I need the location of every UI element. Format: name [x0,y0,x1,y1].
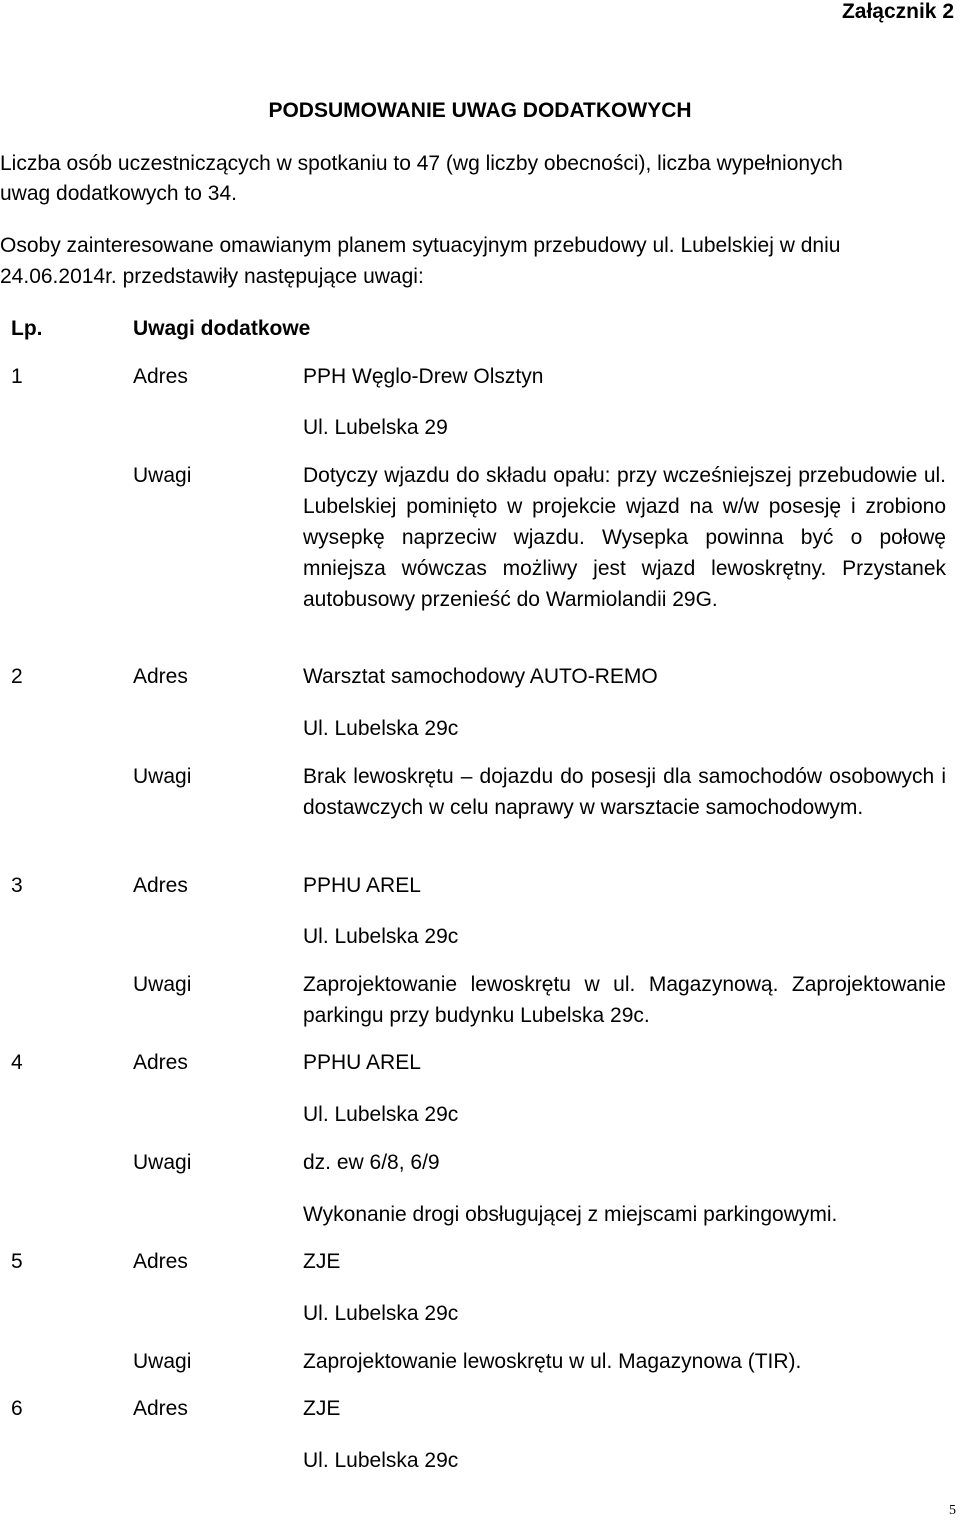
entry-street: Ul. Lubelska 29c [303,925,459,948]
adres-label: Adres [133,665,188,688]
entry-street: Ul. Lubelska 29c [303,1103,459,1126]
column-header-lp: Lp. [11,317,43,340]
entry-street: Ul. Lubelska 29 [303,416,448,439]
intro-line-2: uwag dodatkowych to 34. [0,182,237,205]
document-title: PODSUMOWANIE UWAG DODATKOWYCH [268,99,692,122]
entry-name: PPH Węglo-Drew Olsztyn [303,365,544,388]
entry-name: Warsztat samochodowy AUTO-REMO [303,665,658,688]
intro-line-1: Liczba osób uczestniczących w spotkaniu to 47 (wg liczby obecności), liczba wypełnionych [0,152,843,175]
entry-name: PPHU AREL [303,874,421,897]
entry-remark: dz. ew 6/8, 6/9 [303,1151,440,1174]
intro-line-3: Osoby zainteresowane omawianym planem sytuacyjnym przebudowy ul. Lubelskiej w dniu [0,234,841,257]
entry-remark: Dotyczy wjazdu do składu opału: przy wcześniejszej przebudowie ul. Lubelskiej pominięto w projekcie wjazd na w/w posesję i zrobiono wysepkę naprzeciw wjazdu. Wysepka powinna być o połowę mniejsza wówczas możliwy jest wjazd lewoskrętny. Przystanek autobusowy przenieść do Warmiolandii 29G. [303,464,946,611]
entry-number: 1 [11,365,23,388]
entry-number: 6 [11,1397,23,1420]
entry-name: PPHU AREL [303,1051,421,1074]
uwagi-label: Uwagi [133,1151,192,1174]
entry-street: Ul. Lubelska 29c [303,1449,459,1472]
uwagi-label: Uwagi [133,973,192,996]
entry-remark: Brak lewoskrętu – dojazdu do posesji dla samochodów osobowych i dostawczych w celu naprawy w warsztacie samochodowym. [303,765,946,819]
entry-name: ZJE [303,1397,341,1420]
entry-street: Ul. Lubelska 29c [303,717,459,740]
entry-street: Ul. Lubelska 29c [303,1302,459,1325]
adres-label: Adres [133,1051,188,1074]
adres-label: Adres [133,874,188,897]
entry-name: ZJE [303,1250,341,1273]
adres-label: Adres [133,1397,188,1420]
entry-remark: Zaprojektowanie lewoskrętu w ul. Magazynowa (TIR). [303,1350,802,1373]
entry-number: 4 [11,1051,23,1074]
uwagi-label: Uwagi [133,464,192,487]
page-number: 5 [949,1503,956,1518]
column-header-uwagi: Uwagi dodatkowe [133,317,311,340]
adres-label: Adres [133,365,188,388]
entry-remark-continued: Wykonanie drogi obsługującej z miejscami parkingowymi. [303,1203,838,1226]
uwagi-label: Uwagi [133,765,192,788]
attachment-label: Załącznik 2 [841,0,954,23]
entry-number: 3 [11,874,23,897]
intro-line-4: 24.06.2014r. przedstawiły następujące uwagi: [0,265,424,288]
entry-number: 2 [11,665,23,688]
entry-remark: Zaprojektowanie lewoskrętu w ul. Magazynową. Zaprojektowanie parkingu przy budynku Lubelska 29c. [303,973,946,1027]
uwagi-label: Uwagi [133,1350,192,1373]
adres-label: Adres [133,1250,188,1273]
entry-number: 5 [11,1250,23,1273]
